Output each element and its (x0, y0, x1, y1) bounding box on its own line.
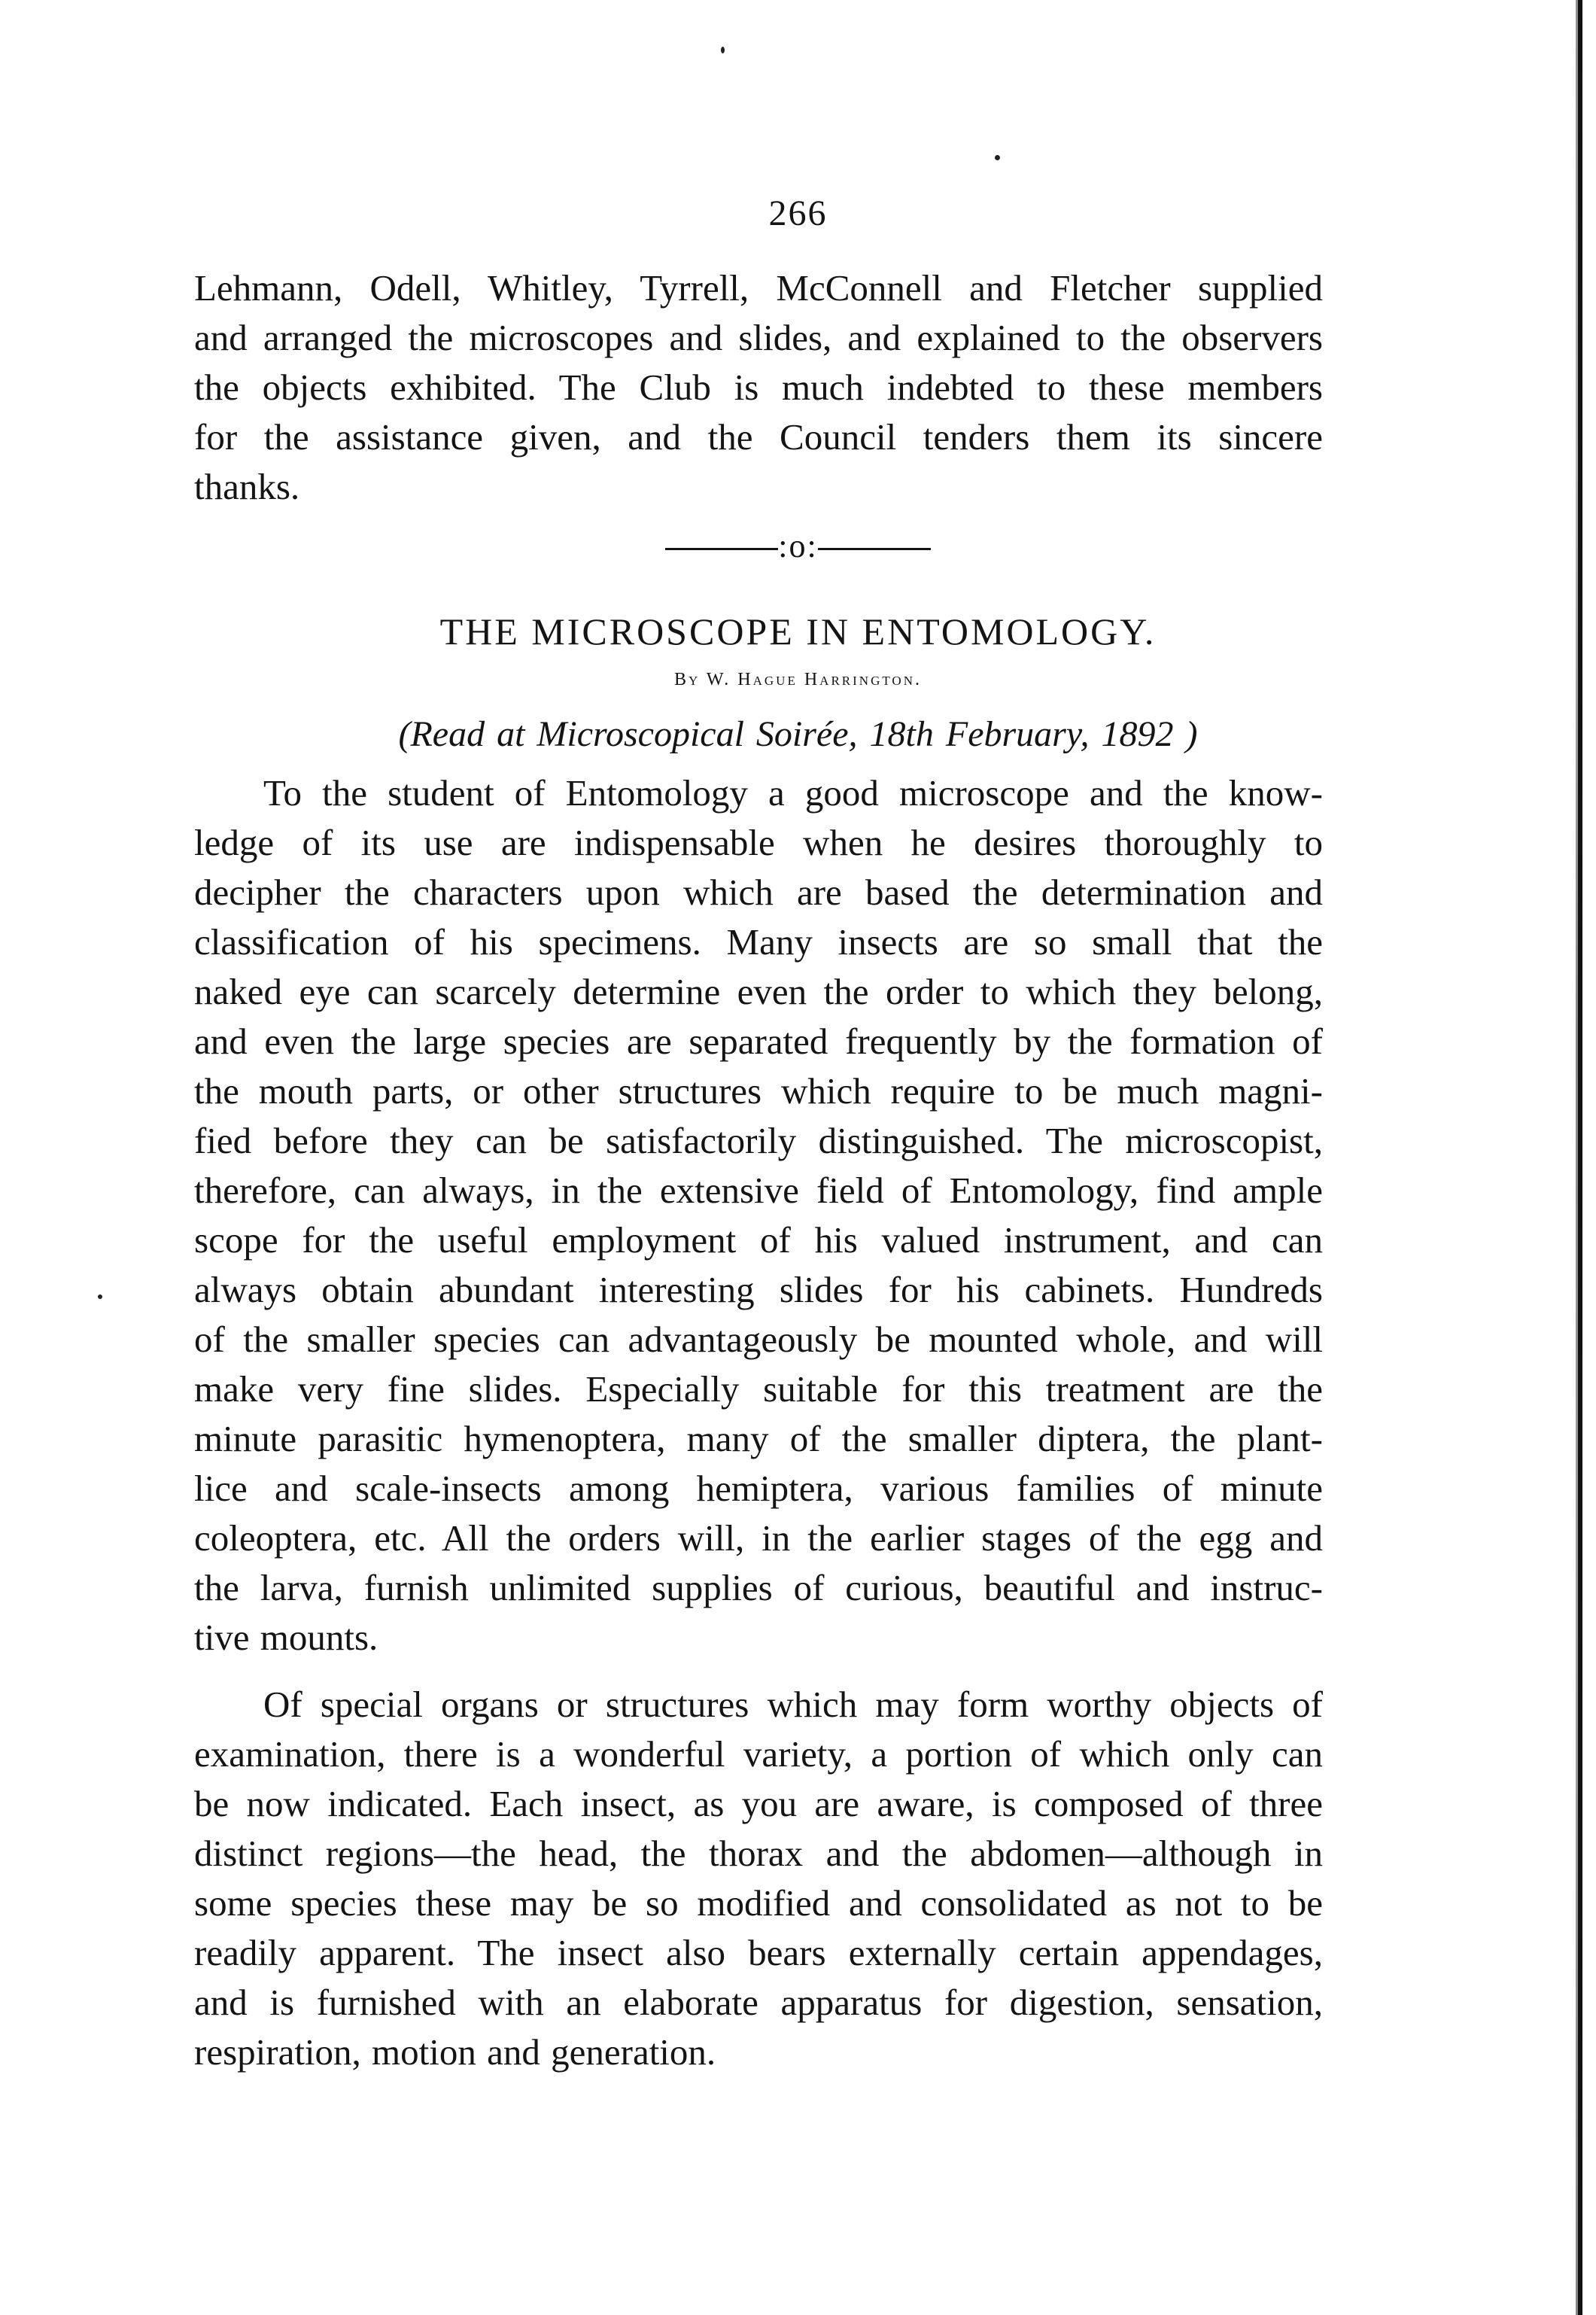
text-line: always obtain abundant interesting slides for his cabinets. Hundreds (194, 1269, 1323, 1310)
article-byline: By W. Hague Harrington. (674, 670, 922, 689)
text-line: some species these may be so modified and consolidated as not to be (194, 1882, 1323, 1924)
text-line: and even the large species are separated frequently by the formation of (194, 1021, 1323, 1062)
scan-speck (721, 47, 725, 53)
divider-rule-right (818, 548, 931, 550)
scan-speck (995, 155, 1000, 160)
text-line: make very fine slides. Especially suitable for this treatment are the (194, 1368, 1323, 1410)
text-line: the mouth parts, or other structures which require to be much magni- (194, 1070, 1323, 1112)
text-line: fied before they can be satisfactorily distinguished. The microscopist, (194, 1120, 1323, 1161)
text-line: of the smaller species can advantageously be mounted whole, and will (194, 1319, 1323, 1360)
text-line: thanks. (194, 466, 300, 507)
divider-rule-left (665, 548, 778, 550)
page-edge (1578, 0, 1582, 2315)
intro-paragraph (194, 263, 1323, 512)
text-line: tive mounts. (194, 1617, 378, 1658)
text-line: coleoptera, etc. All the orders will, in the earlier stages of the egg and (194, 1517, 1323, 1559)
read-note: (Read at Microscopical Soirée, 18th February, 1892 ) (398, 714, 1198, 754)
text-line: Of special organs or structures which may form worthy objects of (263, 1684, 1323, 1725)
text-line: lice and scale-insects among hemiptera, various families of minute (194, 1468, 1323, 1509)
text-line: the larva, furnish unlimited supplies of curious, beautiful and instruc- (194, 1567, 1323, 1608)
article-title: THE MICROSCOPE IN ENTOMOLOGY. (439, 610, 1157, 653)
text-line: naked eye can scarcely determine even the order to which they belong, (194, 971, 1323, 1012)
text-line: and is furnished with an elaborate apparatus for digestion, sensation, (194, 1982, 1323, 2023)
text-line: the objects exhibited. The Club is much indebted to these members (194, 367, 1323, 408)
scan-speck (98, 1294, 102, 1299)
text-line: and arranged the microscopes and slides, and explained to the observers (194, 317, 1323, 358)
article-paragraph-1 (194, 768, 1323, 1662)
text-line: Lehmann, Odell, Whitley, Tyrrell, McConnell and Fletcher supplied (194, 267, 1323, 309)
article-paragraph-2 (194, 1680, 1323, 2077)
text-line: distinct regions—the head, the thorax and the abdomen—although in (194, 1833, 1323, 1874)
divider-mark: :o: (778, 528, 818, 564)
text-line: ledge of its use are indispensable when he desires thoroughly to (194, 822, 1323, 863)
text-line: examination, there is a wonderful variety, a portion of which only can (194, 1733, 1323, 1775)
text-line: for the assistance given, and the Council tenders them its sincere (194, 416, 1323, 458)
text-line: To the student of Entomology a good microscope and the know- (263, 772, 1323, 814)
text-line: scope for the useful employment of his valued instrument, and can (194, 1219, 1323, 1261)
text-line: minute parasitic hymenoptera, many of the smaller diptera, the plant- (194, 1418, 1323, 1459)
text-line: therefore, can always, in the extensive field of Entomology, find ample (194, 1170, 1323, 1211)
text-line: classification of his specimens. Many insects are so small that the (194, 921, 1323, 963)
text-line: readily apparent. The insect also bears externally certain appendages, (194, 1932, 1323, 1973)
text-line: decipher the characters upon which are based the determination and (194, 872, 1323, 913)
page-number: 266 (768, 193, 828, 233)
section-divider (0, 527, 1596, 565)
text-line: be now indicated. Each insect, as you are aware, is composed of three (194, 1783, 1323, 1824)
text-line: respiration, motion and generation. (194, 2031, 716, 2073)
